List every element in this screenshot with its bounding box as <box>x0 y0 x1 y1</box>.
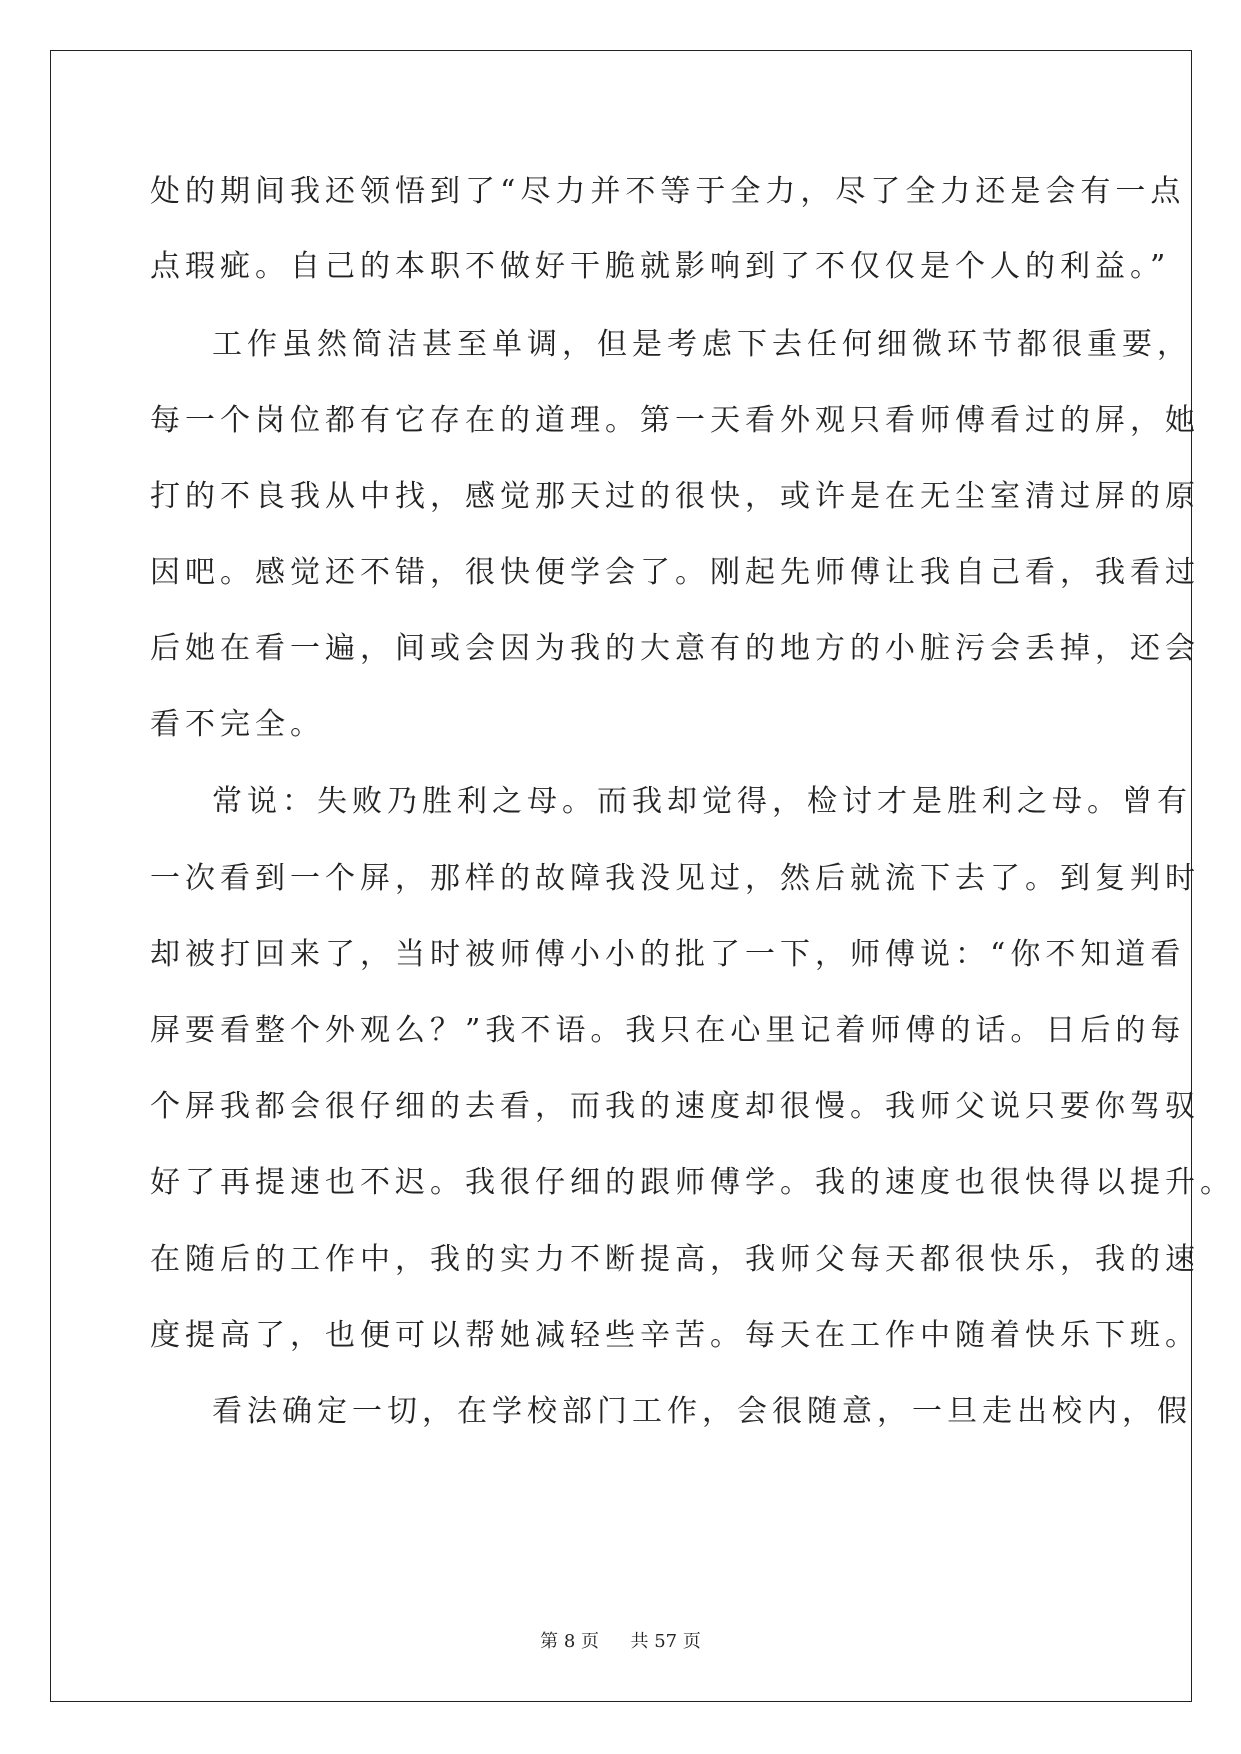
page-number: 第 8 页 <box>540 1631 600 1652</box>
text-line: 因吧。感觉还不错，很快便学会了。刚起先师傅让我自己看，我看过 <box>150 555 1200 590</box>
text-line: 却被打回来了，当时被师傅小小的批了一下，师傅说：“你不知道看 <box>150 937 1186 972</box>
text-line: 一次看到一个屏，那样的故障我没见过，然后就流下去了。到复判时 <box>150 861 1200 896</box>
text-line: 处的期间我还领悟到了“尽力并不等于全力，尽了全力还是会有一点 <box>150 174 1186 209</box>
text-line: 个屏我都会很仔细的去看，而我的速度却很慢。我师父说只要你驾驭 <box>150 1089 1200 1124</box>
text-line: 看不完全。 <box>150 707 325 742</box>
text-line: 在随后的工作中，我的实力不断提高，我师父每天都很快乐，我的速 <box>150 1242 1200 1277</box>
text-line: 打的不良我从中找，感觉那天过的很快，或许是在无尘室清过屏的原 <box>150 479 1200 514</box>
paragraph-start-line: 常说：失败乃胜利之母。而我却觉得，检讨才是胜利之母。曾有 <box>212 784 1192 819</box>
paragraph-start-line: 工作虽然简洁甚至单调，但是考虑下去任何细微环节都很重要， <box>212 327 1192 362</box>
text-line: 屏要看整个外观么？”我不语。我只在心里记着师傅的话。日后的每 <box>150 1013 1186 1048</box>
text-line: 点瑕疵。自己的本职不做好干脆就影响到了不仅仅是个人的利益。” <box>150 249 1171 284</box>
text-line: 后她在看一遍，间或会因为我的大意有的地方的小脏污会丢掉，还会 <box>150 631 1200 666</box>
text-line: 每一个岗位都有它存在的道理。第一天看外观只看师傅看过的屏，她 <box>150 403 1200 438</box>
page-total: 共 57 页 <box>630 1631 701 1652</box>
paragraph-start-line: 看法确定一切，在学校部门工作，会很随意，一旦走出校内，假 <box>212 1394 1192 1429</box>
text-line: 好了再提速也不迟。我很仔细的跟师傅学。我的速度也很快得以提升。 <box>150 1165 1235 1200</box>
page-footer <box>0 1630 1241 1654</box>
text-line: 度提高了，也便可以帮她减轻些辛苦。每天在工作中随着快乐下班。 <box>150 1318 1200 1353</box>
